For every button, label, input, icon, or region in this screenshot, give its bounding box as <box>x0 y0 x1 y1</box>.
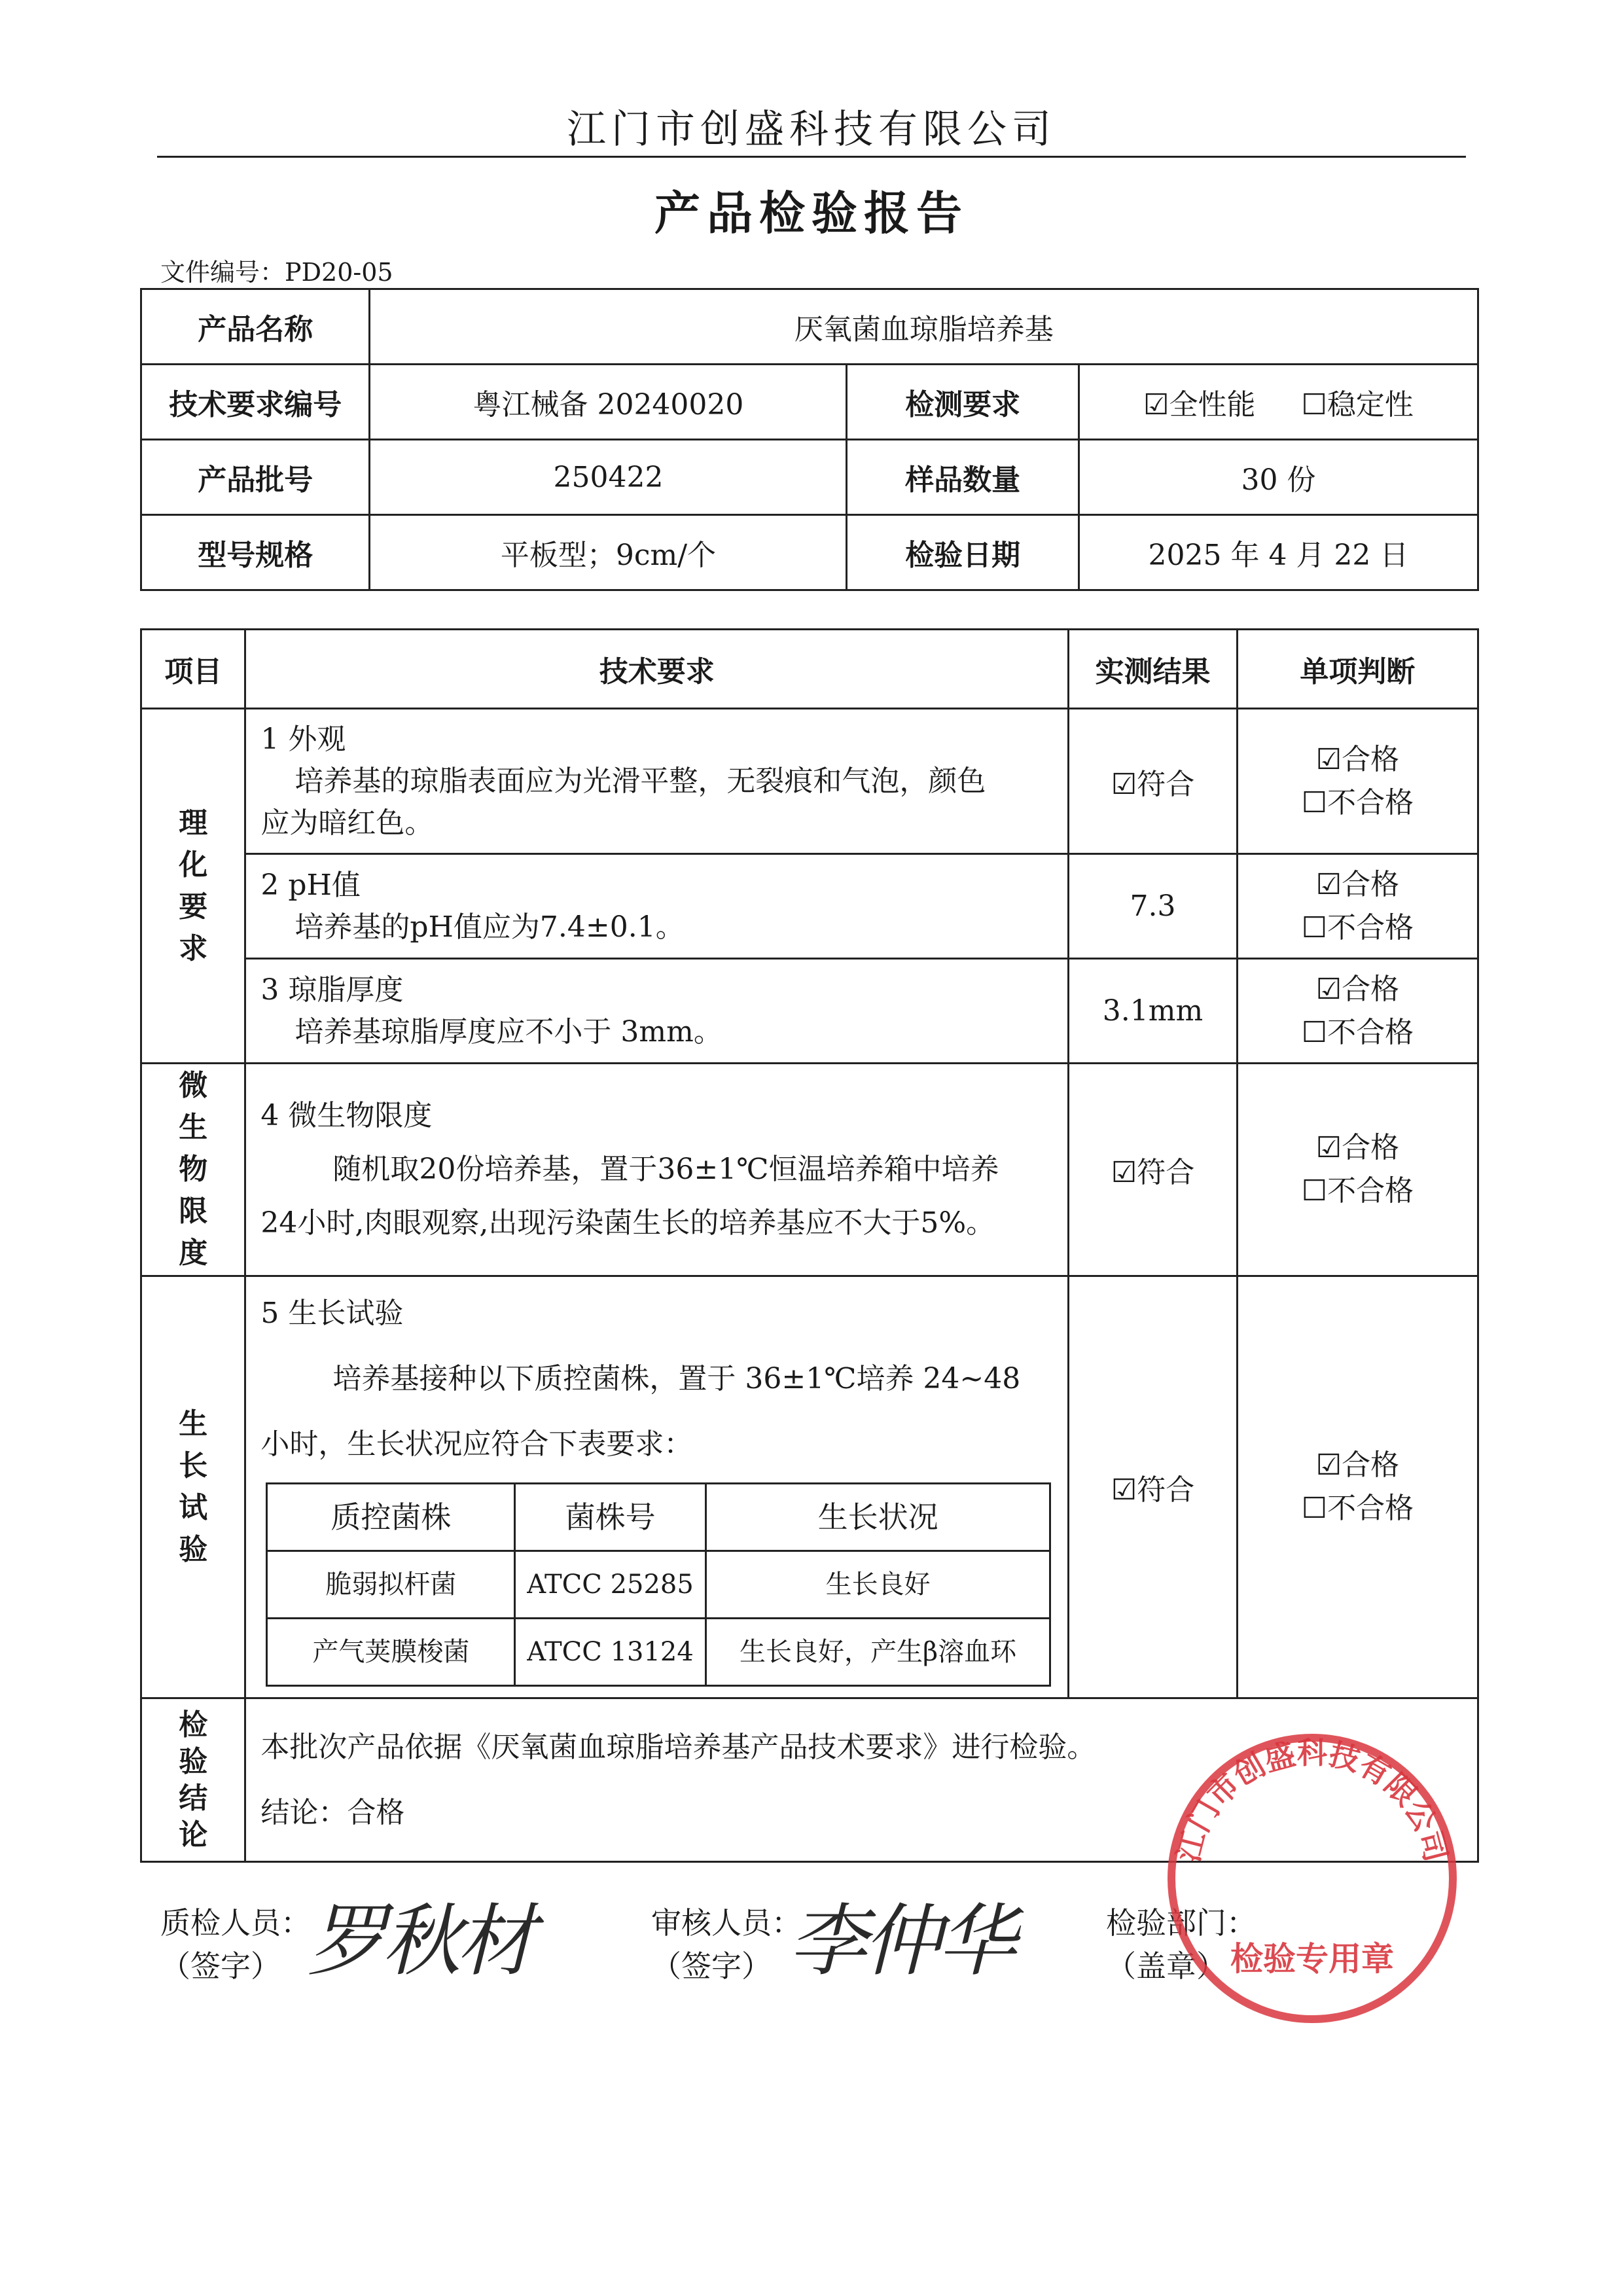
company-seal <box>1162 1728 1463 2029</box>
table-row <box>141 1064 1478 1276</box>
batch-label: 产品批号 <box>141 440 370 515</box>
product-name-value: 厌氧菌血琼脂培养基 <box>370 289 1478 365</box>
tech-no-value: 粤江械备 20240020 <box>370 365 847 440</box>
strain-col-header: 质控菌株 <box>267 1484 515 1551</box>
fail-option: ☐不合格 <box>1301 785 1414 819</box>
result-growth: ☑符合 <box>1069 1276 1237 1698</box>
table-row <box>141 1276 1478 1698</box>
inspector-block <box>160 1901 311 1988</box>
req-text: 24小时,肉眼观察,出现污染菌生长的培养基应不大于5%。 <box>260 1206 995 1240</box>
judgement-appearance <box>1237 709 1478 854</box>
result-ph: 7.3 <box>1069 854 1237 959</box>
inspector-signature: 罗秋材 <box>308 1896 531 1987</box>
col-result-header: 实测结果 <box>1069 630 1237 709</box>
req-text: 应为暗红色。 <box>260 806 434 840</box>
judgement-microbial <box>1237 1064 1478 1276</box>
info-row-tech <box>141 365 1478 440</box>
conclusion-result: 结论：合格 <box>260 1795 405 1829</box>
inspector-sub: （签字） <box>160 1948 281 1984</box>
conclusion-basis: 本批次产品依据《厌氧菌血琼脂培养基产品技术要求》进行检验。 <box>260 1730 1096 1764</box>
pass-option: ☑合格 <box>1315 1131 1400 1164</box>
category-char: 论 <box>179 1818 208 1852</box>
category-char: 限 <box>179 1194 208 1228</box>
req-text: 培养基接种以下质控菌株，置于 36±1℃培养 24~48 <box>332 1362 1021 1395</box>
judgement-growth <box>1237 1276 1478 1698</box>
table-row <box>141 854 1478 959</box>
batch-value: 250422 <box>370 440 847 515</box>
tech-no-label: 技术要求编号 <box>141 365 370 440</box>
info-row-batch <box>141 440 1478 515</box>
table-row <box>267 1551 1050 1619</box>
fail-option: ☐不合格 <box>1301 1015 1414 1049</box>
seal-center-text: 检验专用章 <box>1230 1940 1394 1978</box>
fail-option: ☐不合格 <box>1301 1492 1414 1525</box>
growth-status: 生长良好 <box>705 1551 1050 1619</box>
result-thickness: 3.1mm <box>1069 959 1237 1064</box>
req-text: 培养基的pH值应为7.4±0.1。 <box>294 910 685 944</box>
report-title: 产品检验报告 <box>654 186 969 240</box>
category-char: 生 <box>179 1407 208 1441</box>
growth-col-header: 生长状况 <box>705 1484 1050 1551</box>
date-value: 2025 年 4 月 22 日 <box>1079 515 1478 590</box>
pass-option: ☑合格 <box>1315 972 1400 1006</box>
category-char: 生 <box>179 1111 208 1144</box>
requirement-appearance <box>245 709 1069 854</box>
header-rule <box>157 156 1466 158</box>
option-full-performance: ☑全性能 <box>1143 388 1256 422</box>
category-conclusion <box>141 1698 245 1862</box>
req-title: 5 生长试验 <box>260 1297 404 1330</box>
category-char: 化 <box>179 848 208 882</box>
dept-sub: （盖章） <box>1106 1948 1226 1984</box>
reviewer-label: 审核人员： <box>651 1905 802 1941</box>
col-req-header: 技术要求 <box>245 630 1069 709</box>
qty-label: 样品数量 <box>847 440 1079 515</box>
req-text: 随机取20份培养基，置于36±1℃恒温培养箱中培养 <box>332 1153 999 1186</box>
strain-header-row <box>267 1484 1050 1551</box>
category-char: 物 <box>179 1153 208 1186</box>
inspection-header-row <box>141 630 1478 709</box>
inspector-label: 质检人员： <box>160 1905 311 1941</box>
reviewer-signature: 李仲华 <box>789 1896 1012 1987</box>
category-char: 检 <box>179 1708 208 1742</box>
date-label: 检验日期 <box>847 515 1079 590</box>
judgement-ph <box>1237 854 1478 959</box>
option-stability: ☐稳定性 <box>1301 388 1414 422</box>
category-char: 验 <box>179 1744 208 1778</box>
strain-name: 脆弱拟杆菌 <box>267 1551 515 1619</box>
strain-table <box>266 1482 1051 1687</box>
info-row-model <box>141 515 1478 590</box>
strain-name: 产气荚膜梭菌 <box>267 1619 515 1686</box>
info-row-name <box>141 289 1478 365</box>
pass-option: ☑合格 <box>1315 867 1400 901</box>
inspection-table <box>140 628 1479 1863</box>
category-char: 微 <box>179 1069 208 1102</box>
category-char: 验 <box>179 1533 208 1566</box>
requirement-growth <box>245 1276 1069 1698</box>
strain-no-col-header: 菌株号 <box>515 1484 705 1551</box>
category-microbial <box>141 1064 245 1276</box>
file-number: 文件编号：PD20-05 <box>160 258 393 287</box>
requirement-ph <box>245 854 1069 959</box>
req-title: 1 外观 <box>260 722 346 756</box>
reviewer-block <box>651 1901 802 1988</box>
table-row <box>141 959 1478 1064</box>
col-judge-header: 单项判断 <box>1237 630 1478 709</box>
category-char: 要 <box>179 889 208 924</box>
product-name-label: 产品名称 <box>141 289 370 365</box>
judgement-thickness <box>1237 959 1478 1064</box>
req-title: 3 琼脂厚度 <box>260 973 404 1007</box>
category-char: 理 <box>179 806 208 840</box>
dept-label: 检验部门： <box>1106 1905 1257 1941</box>
result-appearance: ☑符合 <box>1069 709 1237 854</box>
col-item-header: 项目 <box>141 630 245 709</box>
fail-option: ☐不合格 <box>1301 1174 1414 1208</box>
seal-ring-text: 江门市创盛科技有限公司 <box>1170 1735 1454 1865</box>
growth-status: 生长良好，产生β溶血环 <box>705 1619 1050 1686</box>
model-value: 平板型；9cm/个 <box>370 515 847 590</box>
test-req-options <box>1079 365 1478 440</box>
strain-no: ATCC 13124 <box>515 1619 705 1686</box>
category-growth <box>141 1276 245 1698</box>
req-text: 培养基的琼脂表面应为光滑平整，无裂痕和气泡，颜色 <box>294 764 986 798</box>
table-row <box>267 1619 1050 1686</box>
model-label: 型号规格 <box>141 515 370 590</box>
req-title: 2 pH值 <box>260 868 361 902</box>
product-info-table <box>140 288 1479 591</box>
req-text: 培养基琼脂厚度应不小于 3mm。 <box>294 1014 722 1049</box>
table-row <box>141 709 1478 854</box>
pass-option: ☑合格 <box>1315 742 1400 776</box>
req-text: 小时，生长状况应符合下表要求： <box>260 1427 693 1461</box>
test-req-label: 检测要求 <box>847 365 1079 440</box>
category-char: 长 <box>179 1449 208 1482</box>
company-name: 江门市创盛科技有限公司 <box>567 107 1056 152</box>
strain-no: ATCC 25285 <box>515 1551 705 1619</box>
fail-option: ☐不合格 <box>1301 910 1414 944</box>
category-char: 度 <box>179 1236 208 1270</box>
category-char: 结 <box>179 1781 208 1815</box>
requirement-thickness <box>245 959 1069 1064</box>
pass-option: ☑合格 <box>1315 1448 1400 1482</box>
reviewer-sub: （签字） <box>651 1948 772 1984</box>
category-physchem <box>141 709 245 1064</box>
category-char: 试 <box>179 1491 208 1524</box>
result-microbial: ☑符合 <box>1069 1064 1237 1276</box>
qty-value: 30 份 <box>1079 440 1478 515</box>
category-char: 求 <box>179 931 208 965</box>
requirement-microbial <box>245 1064 1069 1276</box>
req-title: 4 微生物限度 <box>260 1099 433 1132</box>
